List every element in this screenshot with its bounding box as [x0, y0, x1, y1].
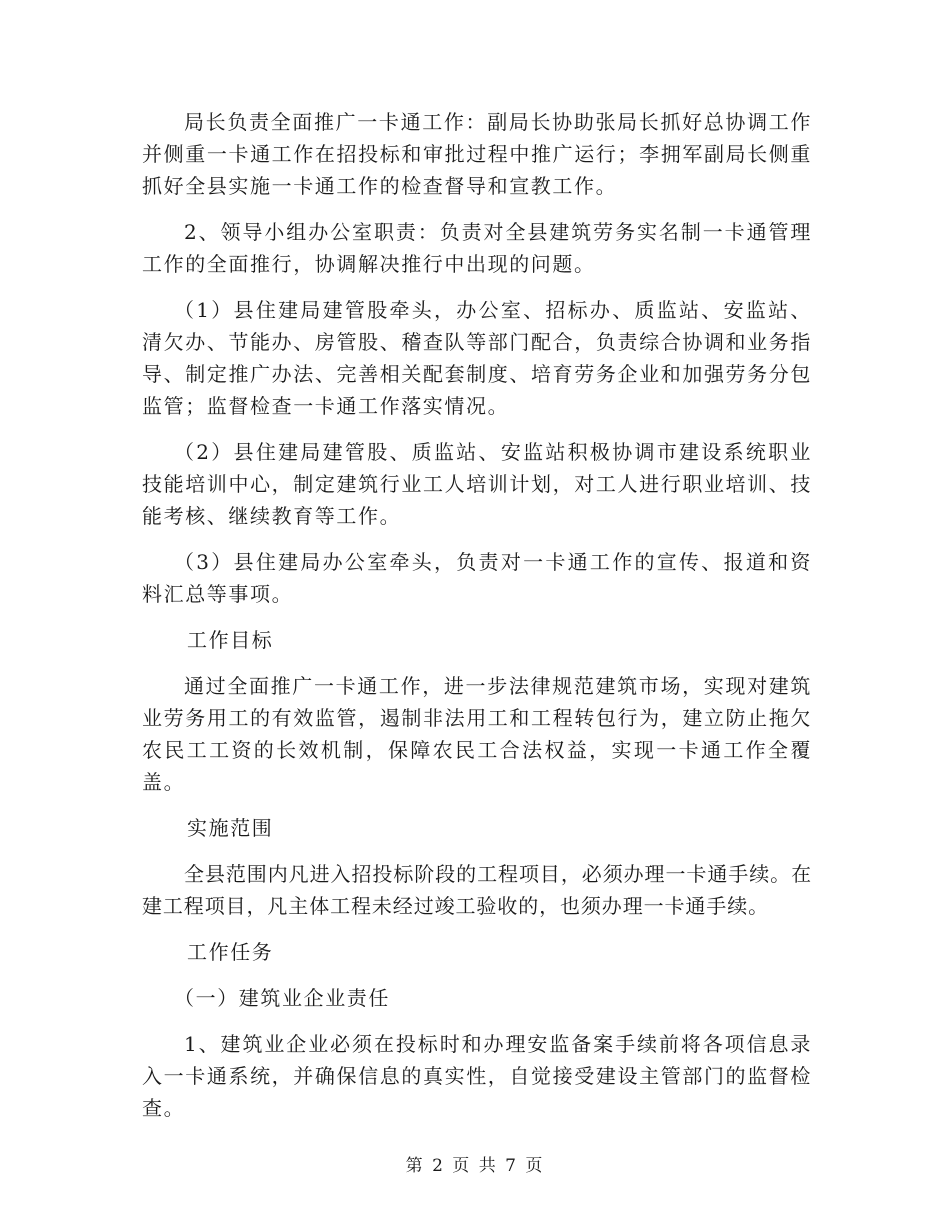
paragraph-item-3: （3）县住建局办公室牵头，负责对一卡通工作的宣传、报道和资料汇总等事项。	[142, 550, 812, 606]
paragraph-item-2: （2）县住建局建管股、质监站、安监站积极协调市建设系统职业技能培训中心，制定建筑行业工人培训计划，对工人进行职业培训、技能考核、继续教育等工作。	[142, 440, 812, 528]
paragraph-scope: 全县范围内凡进入招投标阶段的工程项目，必须办理一卡通手续。在建工程项目，凡主体工程未经过竣工验收的，也须办理一卡通手续。	[142, 862, 812, 918]
paragraph-leadership-duties: 局长负责全面推广一卡通工作：副局长协助张局长抓好总协调工作并侧重一卡通工作在招投标和审批过程中推广运行；李拥军副局长侧重抓好全县实施一卡通工作的检查督导和宣教工作。	[142, 110, 812, 198]
page-number-footer: 第 2 页 共 7 页	[405, 1156, 545, 1176]
paragraph-enterprise-item-1: 1、建筑业企业必须在投标时和办理安监备案手续前将各项信息录入一卡通系统，并确保信息的真实性，自觉接受建设主管部门的监督检查。	[142, 1032, 812, 1120]
section-heading-tasks: 工作任务	[187, 940, 274, 964]
paragraph-office-duties: 2、领导小组办公室职责：负责对全县建筑劳务实名制一卡通管理工作的全面推行，协调解决推行中出现的问题。	[142, 220, 812, 276]
section-heading-goals: 工作目标	[187, 628, 274, 652]
section-heading-scope: 实施范围	[187, 816, 274, 840]
subheading-enterprise-responsibility: （一）建筑业企业责任	[174, 986, 390, 1010]
paragraph-item-1: （1）县住建局建管股牵头，办公室、招标办、质监站、安监站、清欠办、节能办、房管股、稽查队等部门配合，负责综合协调和业务指导、制定推广办法、完善相关配套制度、培育劳务企业和加强劳务分包监管；监督检查一卡通工作落实情况。	[142, 298, 812, 418]
document-body	[142, 106, 812, 1124]
paragraph-goals: 通过全面推广一卡通工作，进一步法律规范建筑市场，实现对建筑业劳务用工的有效监管，遏制非法用工和工程转包行为，建立防止拖欠农民工工资的长效机制，保障农民工合法权益，实现一卡通工作全覆盖。	[142, 674, 812, 794]
